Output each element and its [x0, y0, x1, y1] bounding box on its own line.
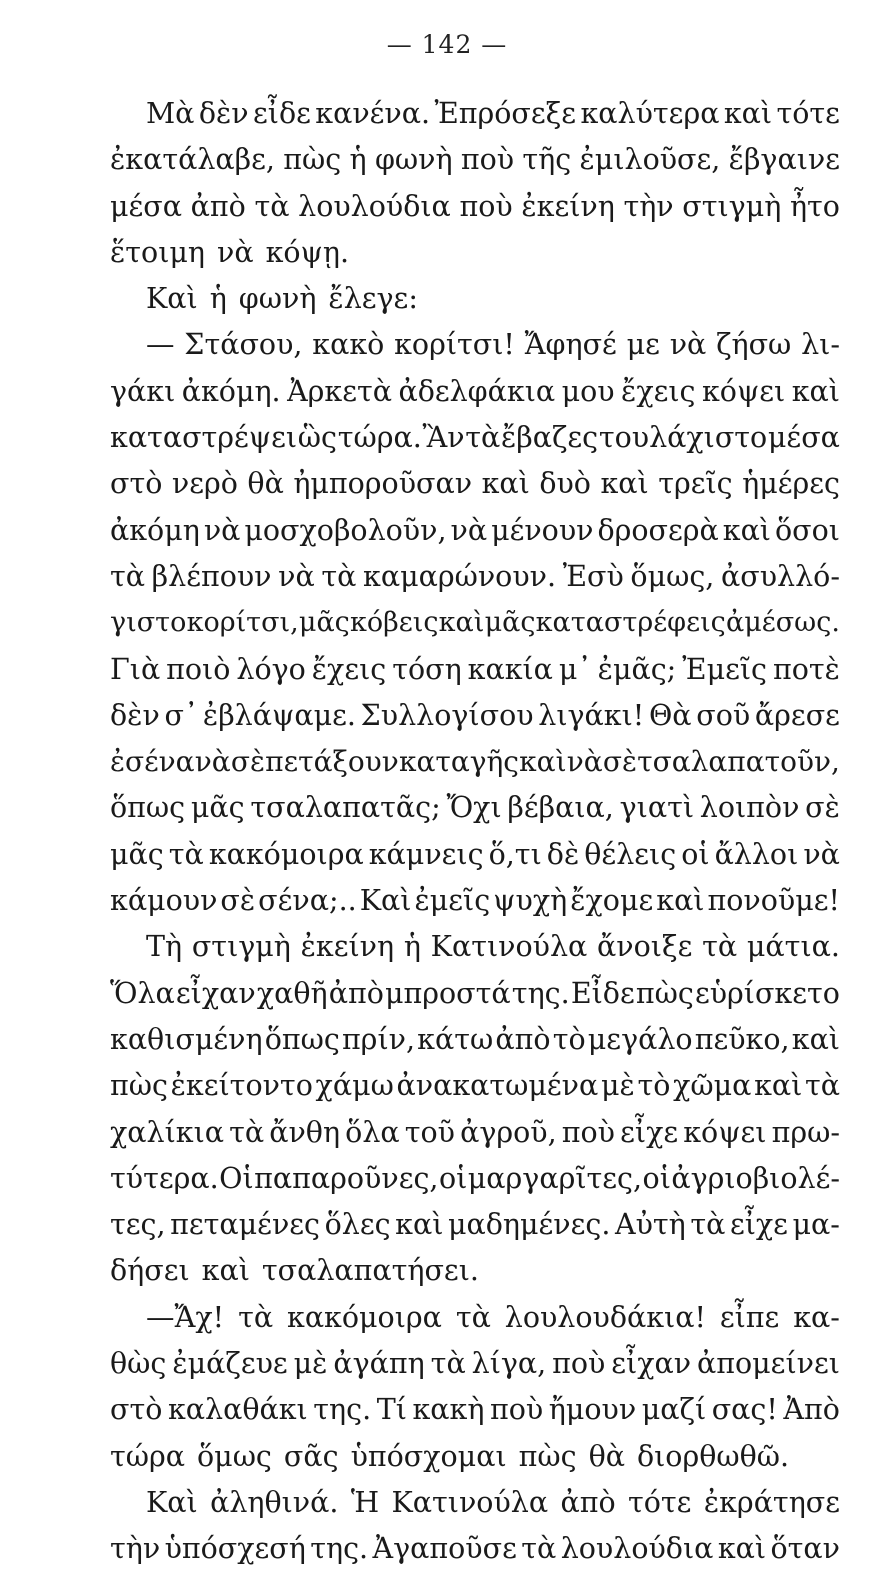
text-line: γάκι ἀκόμη. Ἀρκετὰ ἀδελφάκια μου ἔχεις κόψει καὶ — [110, 374, 840, 408]
text-line: χαλίκια τὰ ἄνθη ὅλα τοῦ ἀγροῦ, ποὺ εἶχε κόψει πρω- — [110, 1115, 840, 1149]
text-line: ἐκατάλαβε, πὼς ἡ φωνὴ ποὺ τῆς ἐμιλοῦσε, ἔβγαινε — [110, 143, 840, 177]
text-line: τες, πεταμένες ὅλες καὶ μαδημένες. Αὐτὴ τὰ εἶχε μα- — [110, 1208, 840, 1242]
text-line: ἕτοιμη νὰ κόψῃ. — [110, 235, 350, 269]
text-line: Ὅλα εἶχαν χαθῆ ἀπὸ μπροστά της. Εἶδε πὼς εὑρίσκετο — [110, 976, 840, 1010]
text-line: — Στάσου, κακὸ κορίτσι! Ἄφησέ με νὰ ζήσω λι- — [146, 328, 840, 362]
text-line: καθισμένη ὅπως πρίν, κάτω ἀπὸ τὸ μεγάλο πεῦκο, καὶ — [110, 1022, 840, 1056]
text-line: στὸ νερὸ θὰ ἠμποροῦσαν καὶ δυὸ καὶ τρεῖς ἡμέρες — [110, 467, 840, 501]
text-line: δήσει καὶ τσαλαπατήσει. — [110, 1254, 479, 1288]
text-line: πὼς ἐκείτοντο χάμω ἀνακατωμένα μὲ τὸ χῶμα καὶ τὰ — [110, 1069, 840, 1103]
text-line: ἀκόμη νὰ μοσχοβολοῦν, νὰ μένουν δροσερὰ καὶ ὅσοι — [110, 513, 840, 547]
body-text — [110, 91, 840, 1573]
text-line: στὸ καλαθάκι της. Τί κακὴ ποὺ ἤμουν μαζί σας! Ἀπὸ — [110, 1393, 840, 1427]
text-line: Καὶ ἡ φωνὴ ἔλεγε: — [146, 282, 418, 316]
text-line: Τὴ στιγμὴ ἐκείνη ἡ Κατινούλα ἄνοιξε τὰ μάτια. — [146, 930, 840, 964]
text-line: μᾶς τὰ κακόμοιρα κάμνεις ὅ,τι δὲ θέλεις οἱ ἄλλοι νὰ — [110, 837, 840, 871]
text-line: τώρα ὅμως σᾶς ὑπόσχομαι πὼς θὰ διορθωθῶ. — [110, 1439, 790, 1473]
text-line: ὅπως μᾶς τσαλαπατᾶς; Ὄχι βέβαια, γιατὶ λοιπὸν σὲ — [110, 791, 840, 825]
text-line: τύτερα. Οἱ παπαροῦνες, οἱ μαργαρῖτες, οἱ ἀγριοβιολέ- — [110, 1161, 840, 1195]
text-line: Μὰ δὲν εἶδε κανένα. Ἐπρόσεξε καλύτερα καὶ τότε — [146, 97, 840, 130]
text-line: Καὶ ἀληθινά. Ἡ Κατινούλα ἀπὸ τότε ἐκράτησε — [146, 1485, 840, 1519]
text-line: μέσα ἀπὸ τὰ λουλούδια ποὺ ἐκείνη τὴν στιγμὴ ἦτο — [110, 189, 840, 223]
text-line: δὲν σ᾽ ἐβλάψαμε. Συλλογίσου λιγάκι! Θὰ σοῦ ἄρεσε — [110, 698, 840, 732]
text-line: τὰ βλέπουν νὰ τὰ καμαρώνουν. Ἐσὺ ὅμως, ἀσυλλό- — [110, 559, 840, 593]
text-line: Γιὰ ποιὸ λόγο ἔχεις τόση κακία μ᾽ ἐμᾶς; Ἐμεῖς ποτὲ — [110, 652, 840, 686]
page-number: — 142 — — [386, 30, 508, 59]
text-line: θὼς ἐμάζευε μὲ ἀγάπη τὰ λίγα, ποὺ εἶχαν ἀπομείνει — [110, 1347, 840, 1381]
text-line: —Ἄχ! τὰ κακόμοιρα τὰ λουλουδάκια! εἶπε κα- — [146, 1300, 840, 1334]
text-line: καταστρέψει ὣς τώρα. Ἂν τὰ ἔβαζες τουλάχιστο μέσα — [110, 421, 840, 455]
text-line: ἐσένα νὰ σὲ πετάξουν καταγῆς καὶ νὰ σὲ τσαλαπατοῦν, — [110, 745, 840, 779]
text-line: γιστο κορίτσι, μᾶς κόβεις καὶ μᾶς καταστρέφεις ἀμέσως. — [110, 607, 840, 639]
text-line: κάμουν σὲ σένα;.. Καὶ ἐμεῖς ψυχὴ ἔχομε καὶ πονοῦμε! — [110, 884, 840, 918]
text-line: τὴν ὑπόσχεσή της. Ἀγαποῦσε τὰ λουλούδια καὶ ὅταν — [110, 1532, 840, 1566]
